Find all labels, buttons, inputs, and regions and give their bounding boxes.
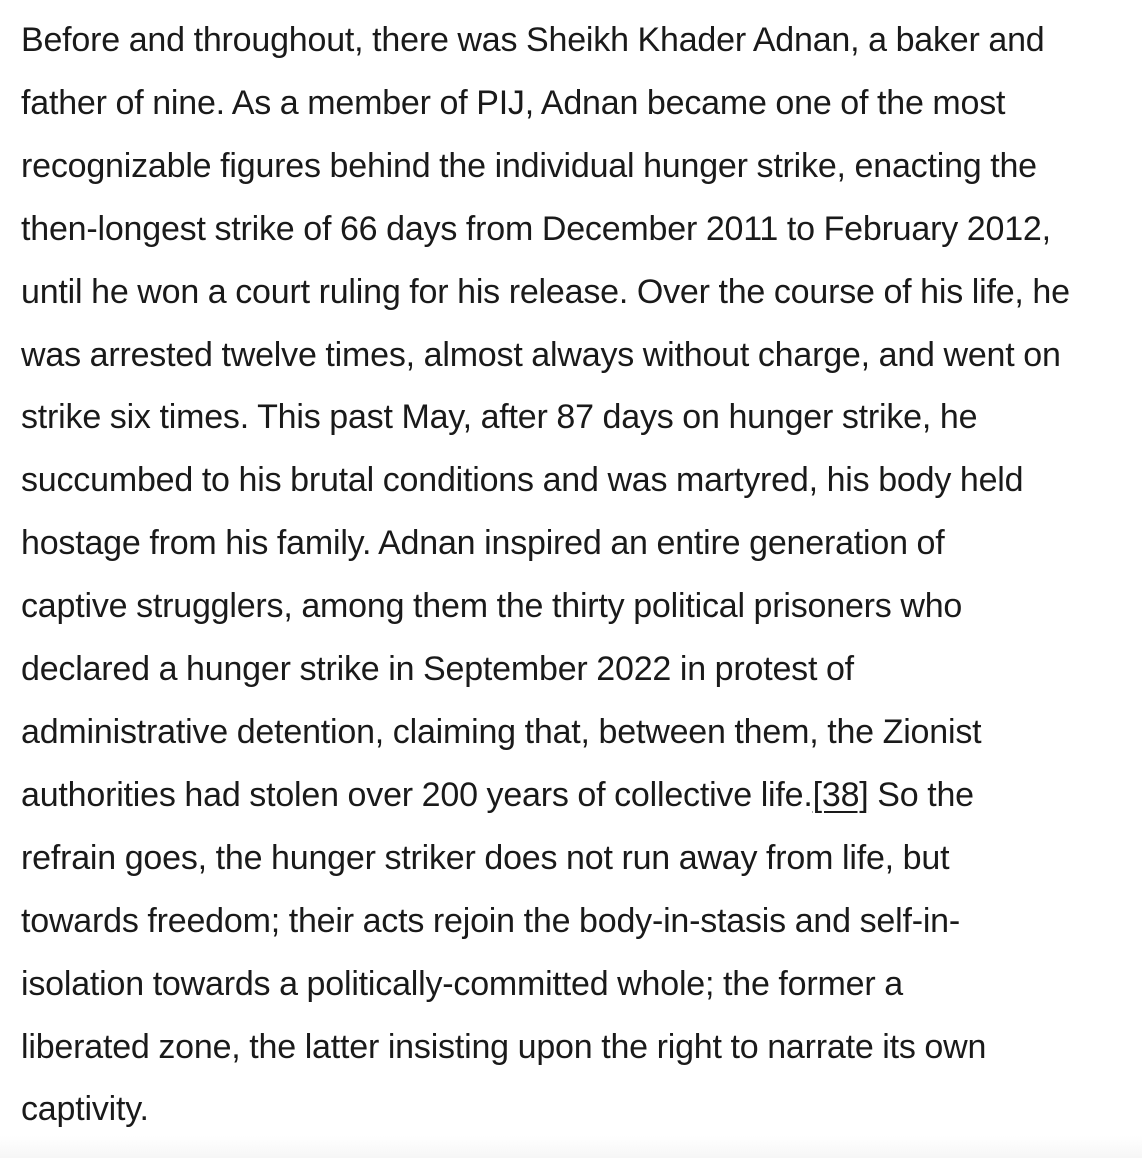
paragraph-line: succumbed to his brutal conditions and was martyred, his body held <box>21 461 1024 500</box>
paragraph-line: until he won a court ruling for his release. Over the course of his life, he <box>21 272 1070 311</box>
paragraph-line: was arrested twelve times, almost always without charge, and went on <box>21 335 1061 374</box>
paragraph-line: recognizable figures behind the individual hunger strike, enacting the <box>21 146 1037 185</box>
paragraph-line: refrain goes, the hunger striker does not run away from life, but <box>21 838 950 877</box>
paragraph-line: isolation towards a politically-committed whole; the former a <box>21 964 903 1003</box>
paragraph-text: So the <box>877 775 974 814</box>
paragraph-line: captive strugglers, among them the thirty political prisoners who <box>21 587 963 626</box>
paragraph-line: Before and throughout, there was Sheikh Khader Adnan, a baker and <box>21 21 1045 59</box>
paragraph-line: captivity. <box>21 1090 149 1129</box>
paragraph-line: father of nine. As a member of PIJ, Adnan became one of the most <box>21 83 1006 122</box>
paragraph-line: towards freedom; their acts rejoin the body-in-stasis and self-in- <box>21 901 961 940</box>
article-paragraph <box>21 9 1142 1141</box>
paragraph-line: liberated zone, the latter insisting upon the right to narrate its own <box>21 1027 987 1066</box>
paragraph-line: strike six times. This past May, after 87 days on hunger strike, he <box>21 398 978 437</box>
paragraph-line: hostage from his family. Adnan inspired an entire generation of <box>21 524 945 563</box>
paragraph-text: authorities had stolen over 200 years of collective life. <box>21 775 813 814</box>
footnote-link-38[interactable]: [38] <box>812 775 869 814</box>
paragraph-line: declared a hunger strike in September 2022 in protest of <box>21 650 854 689</box>
paragraph-line-with-footnote <box>21 764 1142 827</box>
bottom-fade-divider <box>0 1136 1142 1158</box>
paragraph-line: then-longest strike of 66 days from December 2011 to February 2012, <box>21 209 1051 248</box>
paragraph-line: administrative detention, claiming that, between them, the Zionist <box>21 712 982 751</box>
